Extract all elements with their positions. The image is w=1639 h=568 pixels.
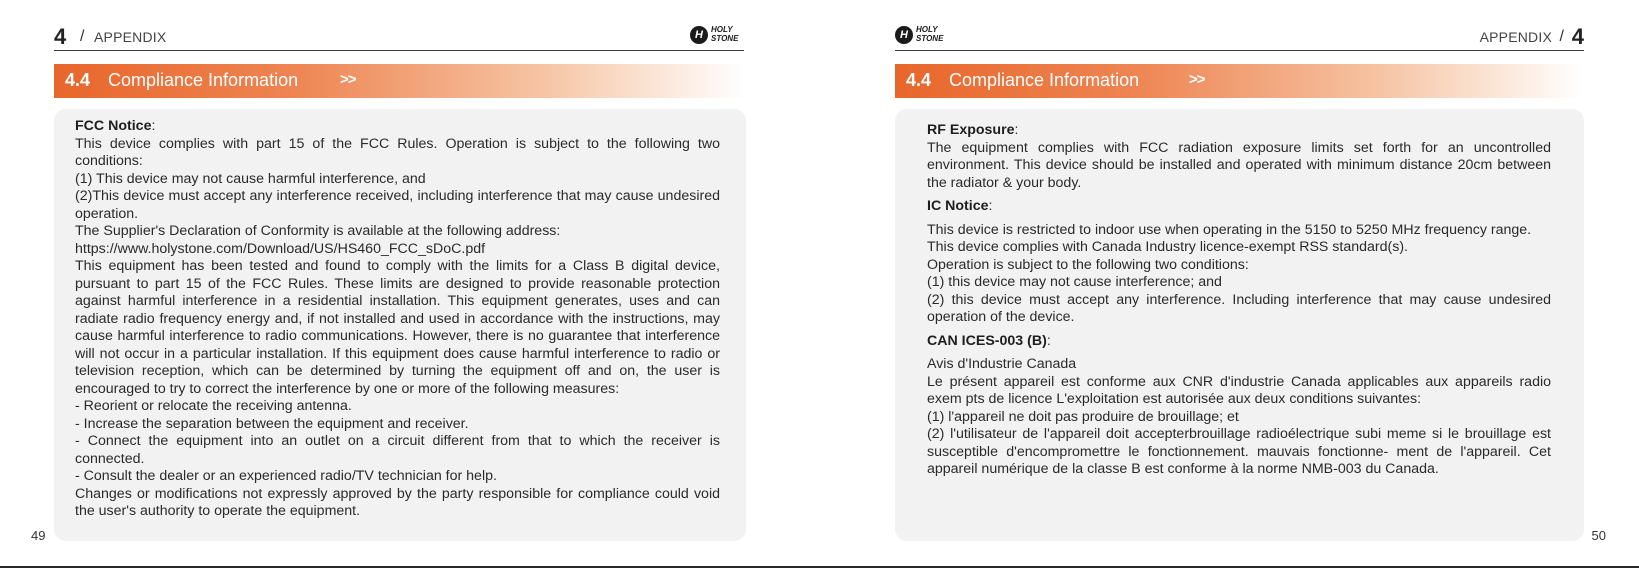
double-chevron-right-icon: >>	[1189, 71, 1205, 88]
logo-mark-icon: H	[690, 26, 708, 44]
section-number: 4.4	[906, 70, 932, 90]
section-banner	[54, 64, 746, 98]
logo-mark-icon: H	[895, 26, 913, 44]
page-number: 50	[1591, 528, 1606, 543]
list-item: - Reorient or relocate the receiving antenna.	[75, 398, 352, 414]
section-banner	[895, 64, 1584, 98]
can-ices-heading: CAN ICES-003 (B)	[927, 332, 1047, 349]
paragraph: The Supplier's Declaration of Conformity is available at the following address:	[75, 223, 561, 239]
content-panel	[895, 109, 1584, 541]
header-separator: /	[1559, 28, 1564, 45]
list-item: - Increase the separation between the equipment and receiver.	[75, 415, 469, 432]
brand-logo	[895, 25, 949, 47]
right-page	[839, 0, 1639, 568]
paragraph: Operation is subject to the following two conditions:	[927, 256, 1249, 273]
paragraph: (1) This device may not cause harmful interference, and	[75, 170, 426, 187]
header-separator: /	[80, 28, 85, 45]
sdoc-url: https://www.holystone.com/Download/US/HS460_FCC_sDoC.pdf	[75, 240, 486, 257]
header-title: APPENDIX	[1479, 29, 1552, 45]
fcc-notice-section: FCC Notice: This device complies with part 15 of the FCC Rules. Operation is subject to the following two conditions: (1) This device may not cause harmful interference, and (2)This device must accept any interference received, including interference that may cause undesired operation. The Supplier's Declaration of Conformity is available at the following address: https://www.holystone.com/Download/US/HS460_FCC_sDoC.pdf This equipment has been tested and found to comply with the limits for a Class B digital device, pursuant to part 15 of the FCC Rules. These limits are designed to provide reasonable protection against harmful interference in a residential installation. This equipment generates, uses and can radiate radio frequency energy and, if not installed and used in accordance with the instructions, may cause harmful interference to radio communications. However, there is no guarantee that interference will not occur in a particular installation. If this equipment does cause harmful interference to radio or television reception, which can be determined by turning the equipment off and on, the user is encouraged to try to correct the interference by one or more of the following measures: - Reorient or relocate the receiving antenna. - Increase the separation between the equipment and receiver. - Connect the equipment into an outlet on a circuit different from that to which the receiver is connected. - Consult the dealer or an experienced radio/TV technician for help. Changes or modifications not expressly approved by the party responsible for compliance could void the user's authority to operate the equipment.	[75, 118, 720, 519]
left-page	[0, 0, 800, 568]
chapter-number: 4	[54, 24, 67, 49]
fcc-notice-heading: FCC Notice	[75, 118, 152, 134]
section-title: Compliance Information	[108, 70, 299, 90]
paragraph: (2)This device must accept any interference received, including interference that may cause undesired operation.	[75, 188, 720, 222]
double-chevron-right-icon: >>	[340, 71, 356, 88]
brand-logo	[690, 25, 744, 47]
page-header	[54, 22, 744, 51]
paragraph: This device complies with part 15 of the FCC Rules. Operation is subject to the following two conditions:	[75, 135, 720, 169]
list-item: (2) l'utilisateur de l'appareil doit accepterbrouillage radioélectrique subi meme si le brouillage est susceptible d'encompromettre le fonctionnement. mauvais fonctionne- ment de l'appareil. Cet appareil numérique de la classe B est conforme à la norme NMB-003 du Canada.	[927, 426, 1551, 477]
page-number: 49	[31, 528, 46, 543]
logo-wordmark: HOLY STONE	[916, 25, 944, 43]
content-panel	[54, 109, 746, 541]
list-item: (1) l'appareil ne doit pas produire de brouillage; et	[927, 408, 1239, 425]
paragraph: Le présent appareil est conforme aux CNR d'industrie Canada applicables aux appareils radio exem pts de licence L'exploitation est autorisée aux deux conditions suivantes:	[927, 373, 1551, 407]
list-item: (2) this device must accept any interference. Including interference that may cause undesired operation of the device.	[927, 291, 1551, 325]
paragraph: This device complies with Canada Industry licence-exempt RSS standard(s).	[927, 239, 1409, 255]
compliance-sections: RF Exposure: The equipment complies with FCC radiation exposure limits set forth for an uncontrolled environment. This device should be installed and operated with minimum distance 20cm between the radiator & your body. IC Notice: This device is restricted to indoor use when operating in the 5150 to 5250 MHz frequency range. This device complies with Canada Industry licence-exempt RSS standard(s). Operation is subject to the following two conditions: (1) this device may not cause interference; and (2) this device must accept any interference. Including interference that may cause undesired operation of the device. CAN ICES-003 (B): Avis d'Industrie Canada Le présent appareil est conforme aux CNR d'industrie Canada applicables aux appareils radio exem pts de licence L'exploitation est autorisée aux deux conditions suivantes: (1) l'appareil ne doit pas produire de brouillage; et (2) l'utilisateur de l'appareil doit accepterbrouillage radioélectrique subi meme si le brouillage est susceptible d'encompromettre le fonctionnement. mauvais fonctionne- ment de l'appareil. Cet appareil numérique de la classe B est conforme à la norme NMB-003 du Canada.	[927, 122, 1551, 477]
paragraph: Avis d'Industrie Canada	[927, 356, 1077, 372]
list-item: (1) this device may not cause interference; and	[927, 274, 1222, 290]
header-title: APPENDIX	[94, 29, 167, 45]
ic-notice-heading: IC Notice	[927, 198, 989, 214]
paragraph: This device is restricted to indoor use when operating in the 5150 to 5250 MHz frequency range.	[927, 221, 1532, 238]
paragraph: The equipment complies with FCC radiation exposure limits set forth for an uncontrolled environment. This device should be installed and operated with minimum distance 20cm between the radiator & your body.	[927, 139, 1551, 191]
chapter-number: 4	[1571, 24, 1584, 49]
list-item: - Consult the dealer or an experienced radio/TV technician for help.	[75, 468, 497, 484]
section-title: Compliance Information	[949, 70, 1140, 90]
list-item: - Connect the equipment into an outlet on a circuit different from that to which the receiver is connected.	[75, 433, 720, 467]
section-number: 4.4	[65, 70, 91, 90]
logo-wordmark: HOLY STONE	[711, 25, 739, 43]
paragraph: Changes or modifications not expressly approved by the party responsible for compliance could void the user's authority to operate the equipment.	[75, 485, 720, 519]
paragraph: This equipment has been tested and found to comply with the limits for a Class B digital device, pursuant to part 15 of the FCC Rules. These limits are designed to provide reasonable protection against harmful interference in a residential installation. This equipment generates, uses and can radiate radio frequency energy and, if not installed and used in accordance with the instructions, may cause harmful interference to radio communications. However, there is no guarantee that interference will not occur in a particular installation. If this equipment does cause harmful interference to radio or television reception, which can be determined by turning the equipment off and on, the user is encouraged to try to correct the interference by one or more of the following measures:	[75, 258, 720, 397]
rf-exposure-heading: RF Exposure	[927, 122, 1015, 138]
page-header	[895, 22, 1584, 51]
